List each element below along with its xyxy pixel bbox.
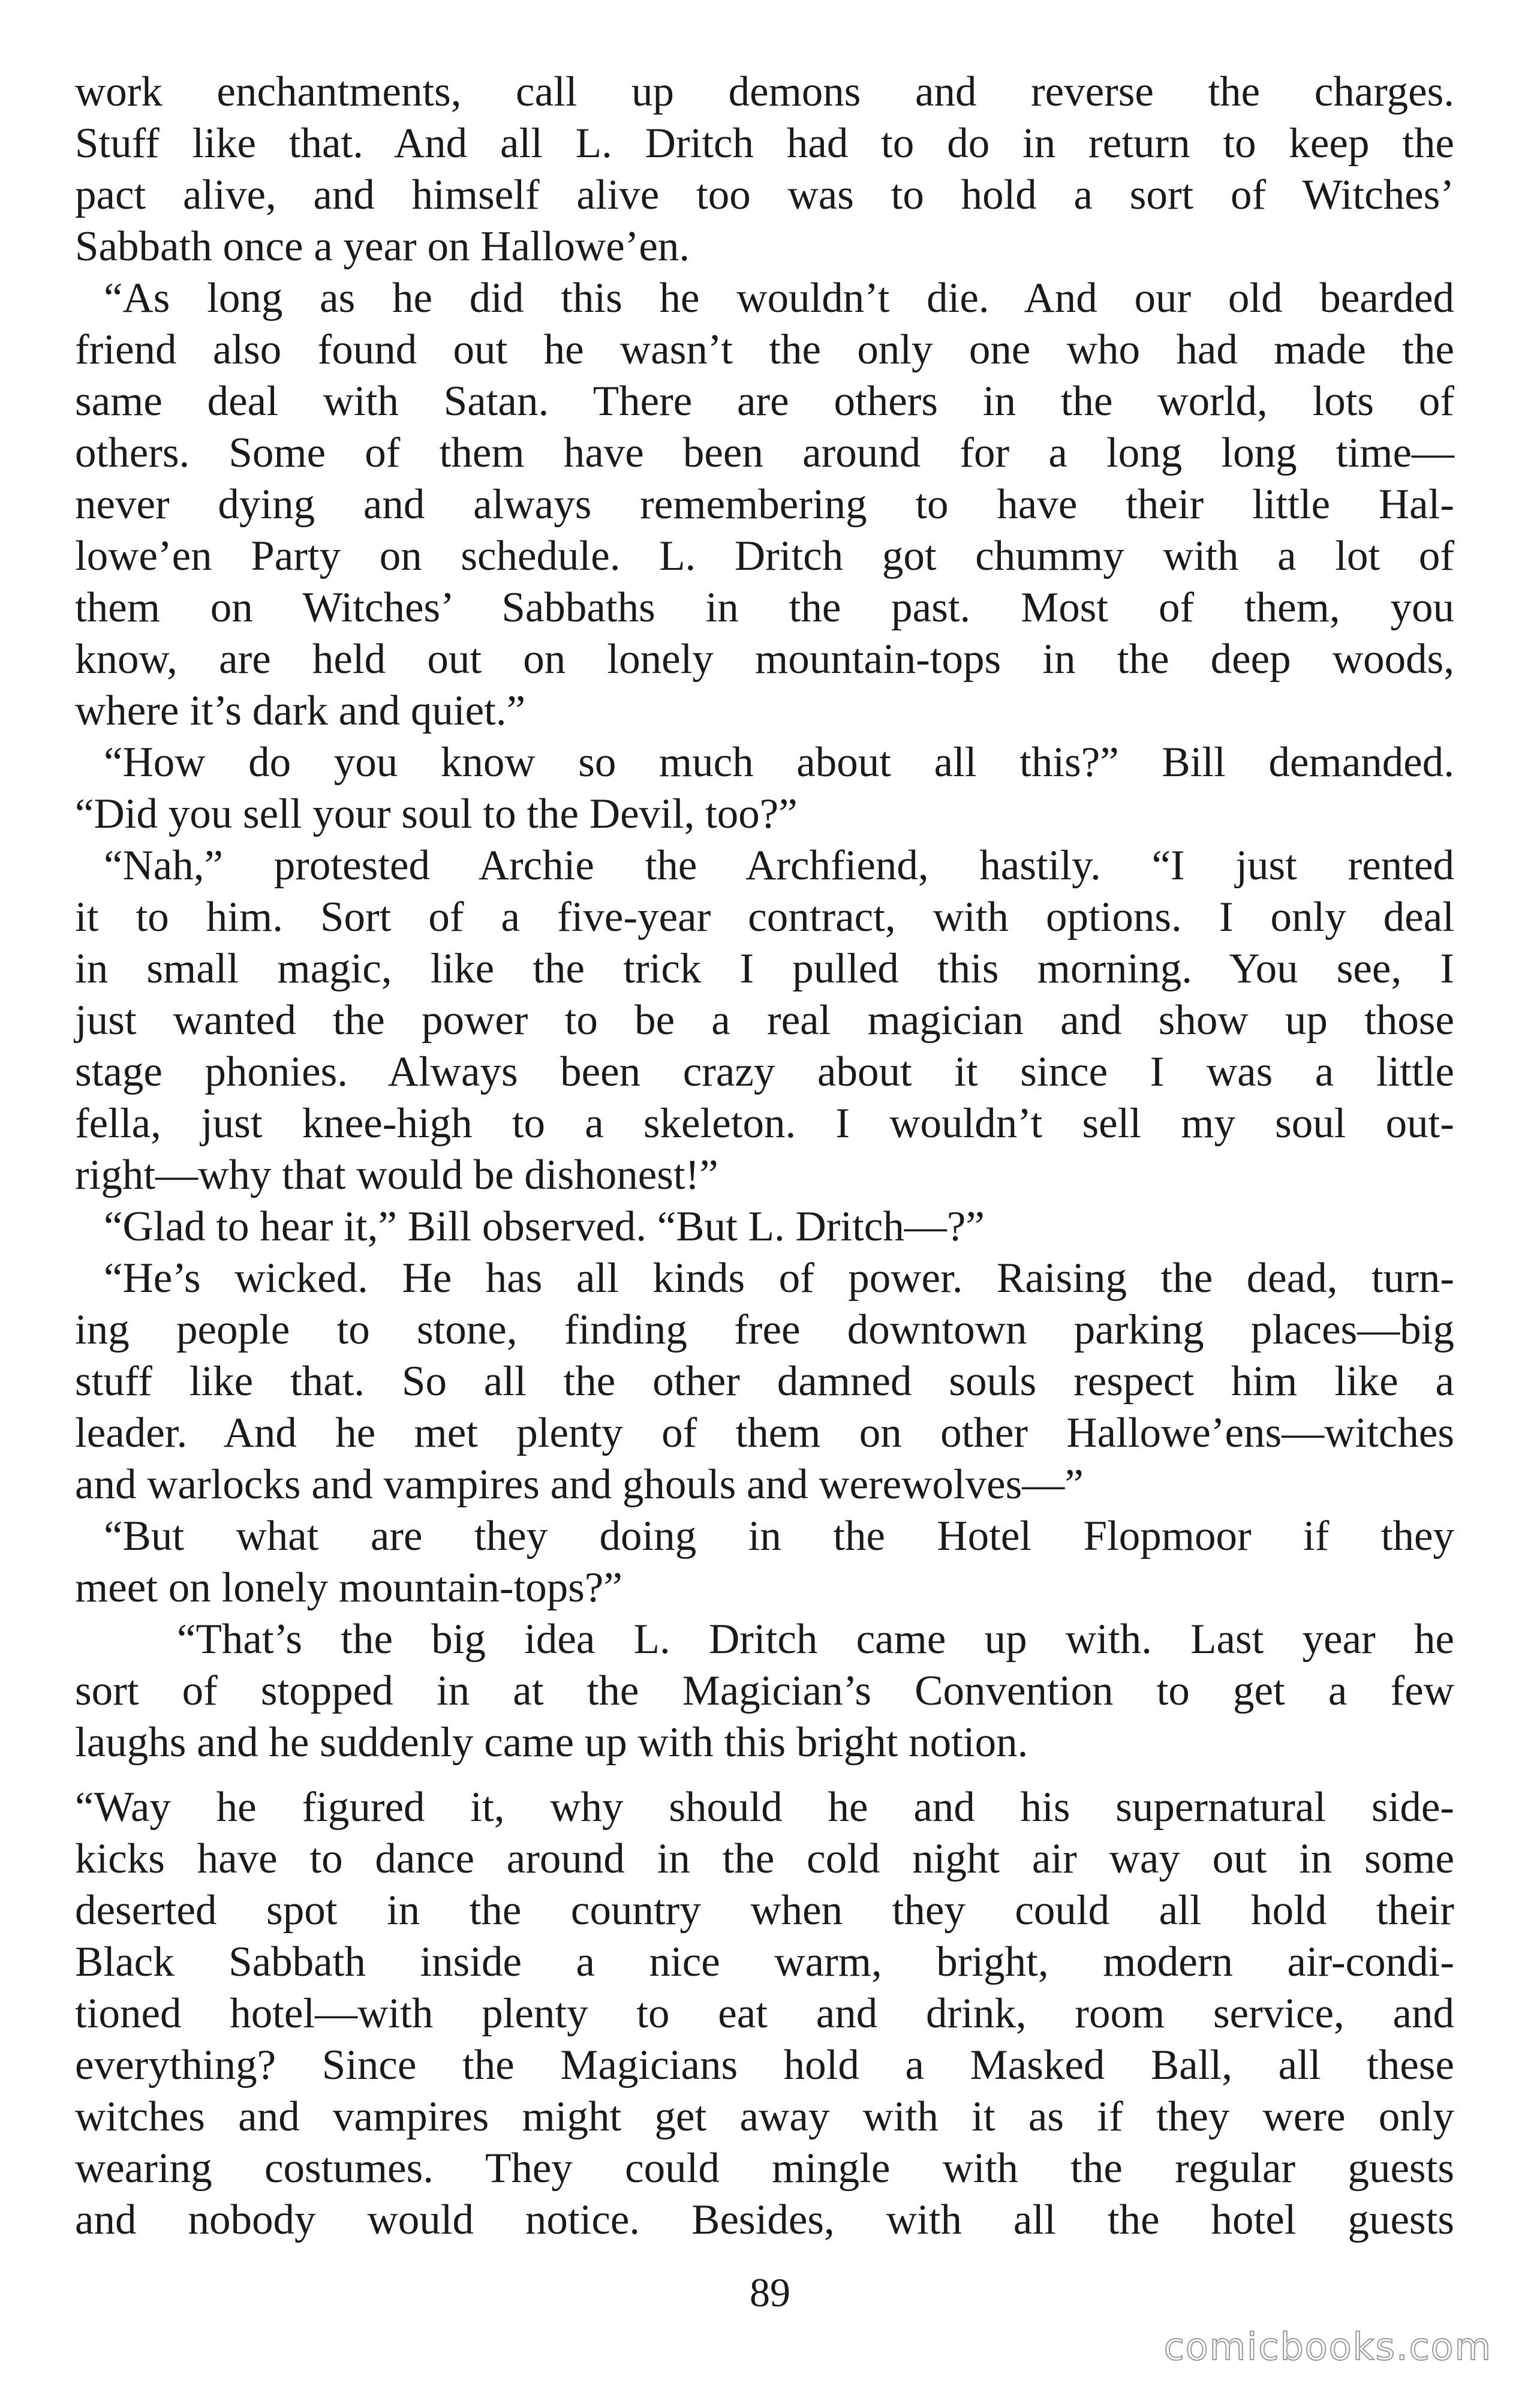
text-line: ing people to stone, finding free downtown parking places—big xyxy=(75,1306,1454,1353)
text-line: wearing costumes. They could mingle with the regular guests xyxy=(75,2145,1454,2192)
text-line: “Way he figured it, why should he and his supernatural side- xyxy=(75,1784,1454,1831)
text-line: “Nah,” protested Archie the Archfiend, hastily. “I just rented xyxy=(104,842,1454,889)
text-line: never dying and always remembering to have their little Hal- xyxy=(75,481,1454,528)
text-line: it to him. Sort of a five-year contract, with options. I only deal xyxy=(75,894,1454,940)
text-line: Sabbath once a year on Hallowe’en. xyxy=(75,223,690,270)
text-line: where it’s dark and quiet.” xyxy=(75,687,526,734)
text-line: Black Sabbath inside a nice warm, bright, modern air-condi- xyxy=(75,1939,1454,1985)
text-line: in small magic, like the trick I pulled this morning. You see, I xyxy=(75,945,1454,992)
page-body-text xyxy=(75,66,1454,2246)
text-line: meet on lonely mountain-tops?” xyxy=(75,1564,622,1611)
text-line: laughs and he suddenly came up with this bright notion. xyxy=(75,1719,1028,1766)
text-line: Stuff like that. And all L. Dritch had to do in return to keep the xyxy=(75,120,1454,167)
text-line: friend also found out he wasn’t the only one who had made the xyxy=(75,326,1454,373)
text-line: work enchantments, call up demons and reverse the charges. xyxy=(75,68,1454,115)
text-line: same deal with Satan. There are others in the world, lots of xyxy=(75,378,1454,425)
text-line: deserted spot in the country when they could all hold their xyxy=(75,1887,1454,1934)
text-line: pact alive, and himself alive too was to hold a sort of Witches’ xyxy=(75,172,1454,218)
text-line: just wanted the power to be a real magician and show up those xyxy=(75,997,1454,1044)
text-line: fella, just knee-high to a skeleton. I wouldn’t sell my soul out- xyxy=(75,1100,1454,1147)
text-line: sort of stopped in at the Magician’s Convention to get a few xyxy=(75,1667,1454,1714)
text-line: know, are held out on lonely mountain-tops in the deep woods, xyxy=(75,636,1454,683)
page-number: 89 xyxy=(750,2270,790,2315)
text-line: tioned hotel—with plenty to eat and drink, room service, and xyxy=(75,1990,1454,2037)
text-line: them on Witches’ Sabbaths in the past. Most of them, you xyxy=(75,584,1454,631)
text-line: lowe’en Party on schedule. L. Dritch got chummy with a lot of xyxy=(75,533,1454,579)
text-line: and warlocks and vampires and ghouls and werewolves—” xyxy=(75,1461,1084,1508)
text-line: and nobody would notice. Besides, with all the hotel guests xyxy=(75,2196,1454,2243)
text-line: kicks have to dance around in the cold night air way out in some xyxy=(75,1835,1454,1882)
text-line: “He’s wicked. He has all kinds of power. Raising the dead, turn- xyxy=(104,1255,1454,1302)
text-line: everything? Since the Magicians hold a Masked Ball, all these xyxy=(75,2042,1454,2089)
text-line: “But what are they doing in the Hotel Flopmoor if they xyxy=(104,1513,1454,1559)
text-line: “Did you sell your soul to the Devil, too?” xyxy=(75,791,798,837)
watermark-logo: comicbooks.com xyxy=(1163,2325,1492,2369)
text-line: witches and vampires might get away with it as if they were only xyxy=(75,2093,1454,2140)
text-line: leader. And he met plenty of them on other Hallowe’ens—witches xyxy=(75,1410,1454,1456)
text-line: others. Some of them have been around for a long long time— xyxy=(75,429,1454,476)
text-line: “That’s the big idea L. Dritch came up with. Last year he xyxy=(177,1616,1454,1663)
text-line: “Glad to hear it,” Bill observed. “But L. Dritch—?” xyxy=(104,1203,985,1250)
text-line: stuff like that. So all the other damned souls respect him like a xyxy=(75,1358,1454,1405)
text-line: stage phonies. Always been crazy about it since I was a little xyxy=(75,1048,1454,1095)
text-line: “How do you know so much about all this?” Bill demanded. xyxy=(104,739,1454,786)
text-line: “As long as he did this he wouldn’t die. And our old bearded xyxy=(104,275,1454,321)
text-line: right—why that would be dishonest!” xyxy=(75,1152,718,1198)
